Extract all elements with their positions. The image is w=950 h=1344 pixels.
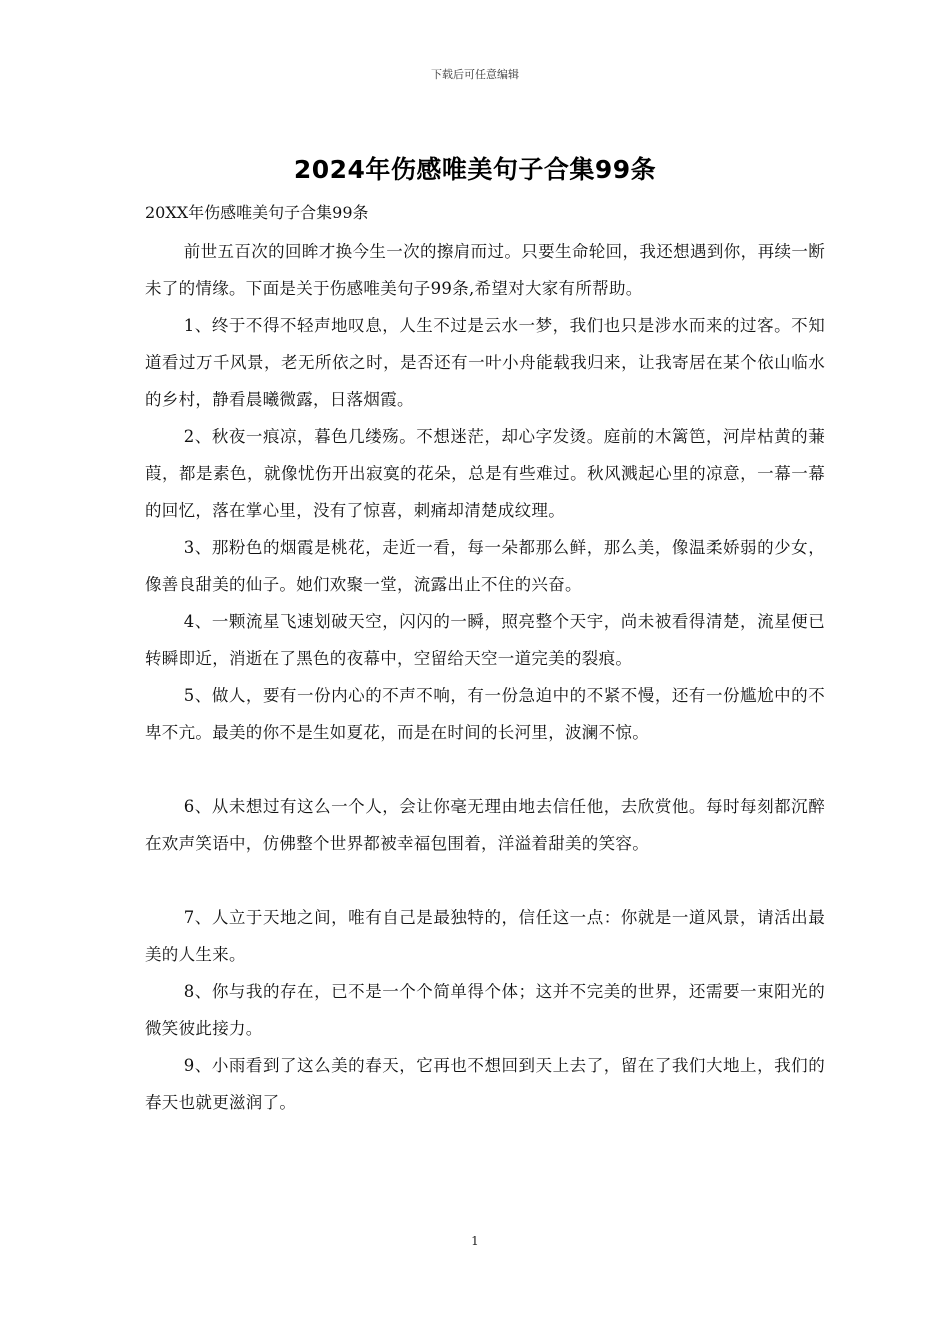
paragraph-6: 6、从未想过有这么一个人，会让你毫无理由地去信任他，去欣赏他。每时每刻都沉醉在欢声笑语中，仿佛整个世界都被幸福包围着，洋溢着甜美的笑容。 [145, 797, 825, 853]
paragraph-8: 8、你与我的存在，已不是一个个简单得个体；这并不完美的世界，还需要一束阳光的微笑彼此接力。 [145, 982, 825, 1038]
blank-line [145, 751, 825, 788]
document-subtitle: 20XX年伤感唯美句子合集99条 [145, 203, 369, 222]
paragraph-4: 4、一颗流星飞速划破天空，闪闪的一瞬，照亮整个天宇，尚未被看得清楚，流星便已转瞬即近，消逝在了黑色的夜幕中，空留给天空一道完美的裂痕。 [145, 612, 825, 668]
paragraph-5: 5、做人，要有一份内心的不声不响，有一份急迫中的不紧不慢，还有一份尴尬中的不卑不亢。最美的你不是生如夏花，而是在时间的长河里，波澜不惊。 [145, 686, 825, 742]
blank-line [145, 862, 825, 899]
paragraph-2: 2、秋夜一痕凉，暮色几缕殇。不想迷茫，却心字发烫。庭前的木篱笆，河岸枯黄的蒹葭，都是素色，就像忧伤开出寂寞的花朵，总是有些难过。秋风溅起心里的凉意，一幕一幕的回忆，落在掌心里，没有了惊喜，刺痛却清楚成纹理。 [145, 427, 825, 520]
page-number: 1 [471, 1234, 479, 1248]
paragraph-1: 1、终于不得不轻声地叹息，人生不过是云水一梦，我们也只是涉水而来的过客。不知道看过万千风景，老无所依之时，是否还有一叶小舟能载我归来，让我寄居在某个依山临水的乡村，静看晨曦微露，日落烟霞。 [145, 316, 825, 409]
paragraph-3: 3、那粉色的烟霞是桃花，走近一看，每一朵都那么鲜，那么美，像温柔娇弱的少女，像善良甜美的仙子。她们欢聚一堂，流露出止不住的兴奋。 [145, 538, 825, 594]
paragraph-9: 9、小雨看到了这么美的春天，它再也不想回到天上去了，留在了我们大地上，我们的春天也就更滋润了。 [145, 1056, 825, 1112]
header-note: 下载后可任意编辑 [431, 68, 519, 81]
intro-paragraph: 前世五百次的回眸才换今生一次的擦肩而过。只要生命轮回，我还想遇到你，再续一断未了的情缘。下面是关于伤感唯美句子99条,希望对大家有所帮助。 [145, 242, 825, 298]
document-title: 2024年伤感唯美句子合集99条 [293, 155, 657, 184]
document-body [145, 199, 825, 1121]
paragraph-7: 7、人立于天地之间，唯有自己是最独特的，信任这一点：你就是一道风景，请活出最美的人生来。 [145, 908, 825, 964]
